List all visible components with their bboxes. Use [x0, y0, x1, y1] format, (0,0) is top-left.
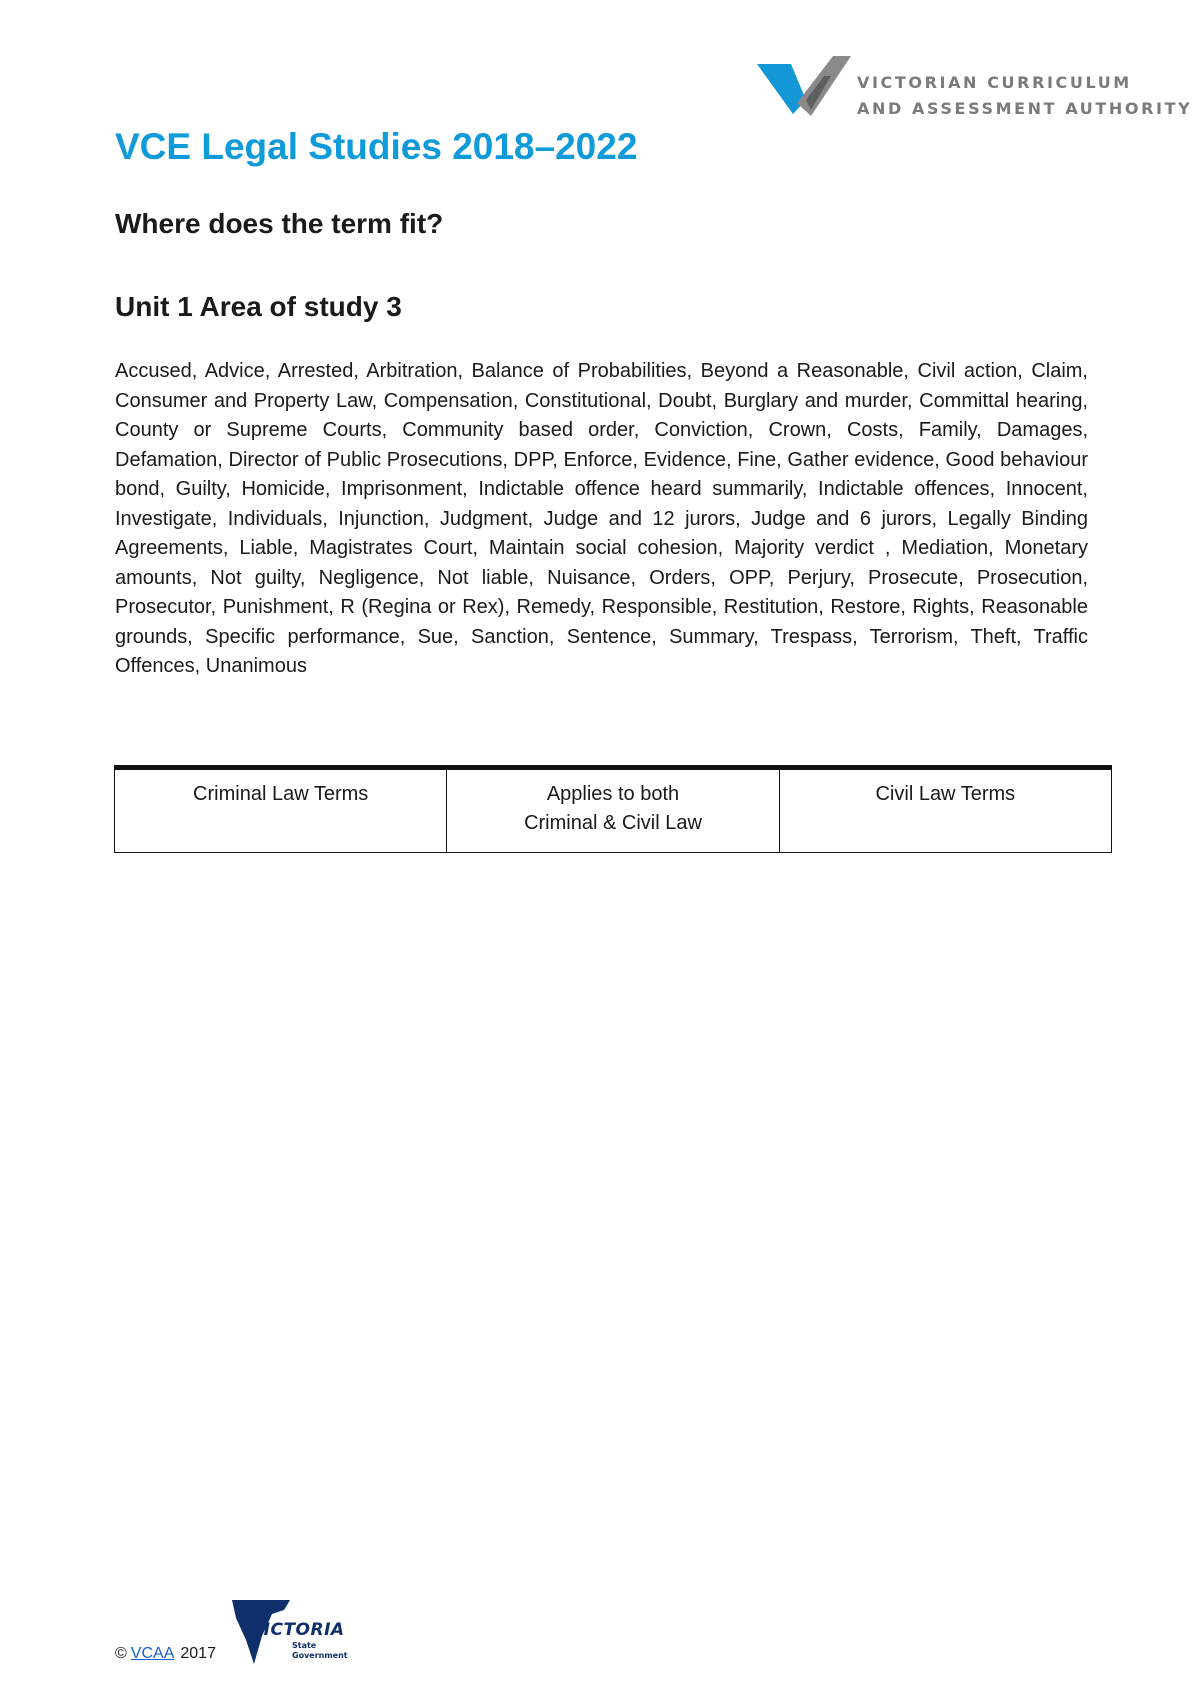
document-subtitle: Where does the term fit? [115, 208, 444, 239]
victoria-government-logo [232, 1600, 348, 1664]
civil-law-column-header [779, 768, 1111, 853]
copyright-symbol: © [115, 1645, 127, 1662]
copyright-year: 2017 [180, 1645, 216, 1662]
vcaa-chevron-icon [757, 56, 852, 122]
terms-paragraph: Accused, Advice, Arrested, Arbitration, Balance of Probabilities, Beyond a Reasonable, Civil action, Claim, Consumer and Property Law, Compensation, Constitutional, Doubt, Burglary and murder, Committal hearing, County or Supreme Courts, Community based order, Conviction, Crown, Costs, Family, Damages, Defamation, Director of Public Prosecutions, DPP, Enforce, Evidence, Fine, Gather evidence, Good behaviour bond, Guilty, Homicide, Imprisonment, Indictable offence heard summarily, Indictable offences, Innocent, Investigate, Individuals, Injunction, Judgment, Judge and 12 jurors, Judge and 6 jurors, Legally Binding Agreements, Liable, Magistrates Court, Maintain social cohesion, Majority verdict , Mediation, Monetary amounts, Not guilty, Negligence, Not liable, Nuisance, Orders, OPP, Perjury, Prosecute, Prosecution, Prosecutor, Punishment, R (Regina or Rex), Remedy, Responsible, Restitution, Restore, Rights, Reasonable grounds, Specific performance, Sue, Sanction, Sentence, Summary, Trespass, Terrorism, Theft, Traffic Offences, Unanimous [115, 360, 1088, 677]
vcaa-logo [757, 56, 1193, 122]
footer-copyright [115, 1645, 216, 1663]
table-header-row [115, 768, 1112, 853]
victoria-logo-word: VICTORIA [250, 1620, 345, 1640]
vcaa-logo-line2: AND ASSESSMENT AUTHORITY [857, 99, 1193, 118]
vcaa-link[interactable]: VCAA [130, 1645, 175, 1662]
document-title: VCE Legal Studies 2018–2022 [115, 126, 638, 167]
victoria-logo-state: State [292, 1641, 317, 1650]
both-column-header [447, 768, 779, 853]
victoria-logo-government: Government [292, 1651, 348, 1660]
civil-law-header-label: Civil Law Terms [875, 783, 1016, 805]
section-heading: Unit 1 Area of study 3 [115, 291, 402, 322]
criminal-law-header-label: Criminal Law Terms [193, 783, 369, 805]
both-header-line2: Criminal & Civil Law [524, 812, 702, 834]
vcaa-logo-line1: VICTORIAN CURRICULUM [857, 73, 1132, 92]
both-header-line1: Applies to both [546, 783, 680, 805]
sorting-table [114, 765, 1112, 853]
criminal-law-column-header [115, 768, 447, 853]
